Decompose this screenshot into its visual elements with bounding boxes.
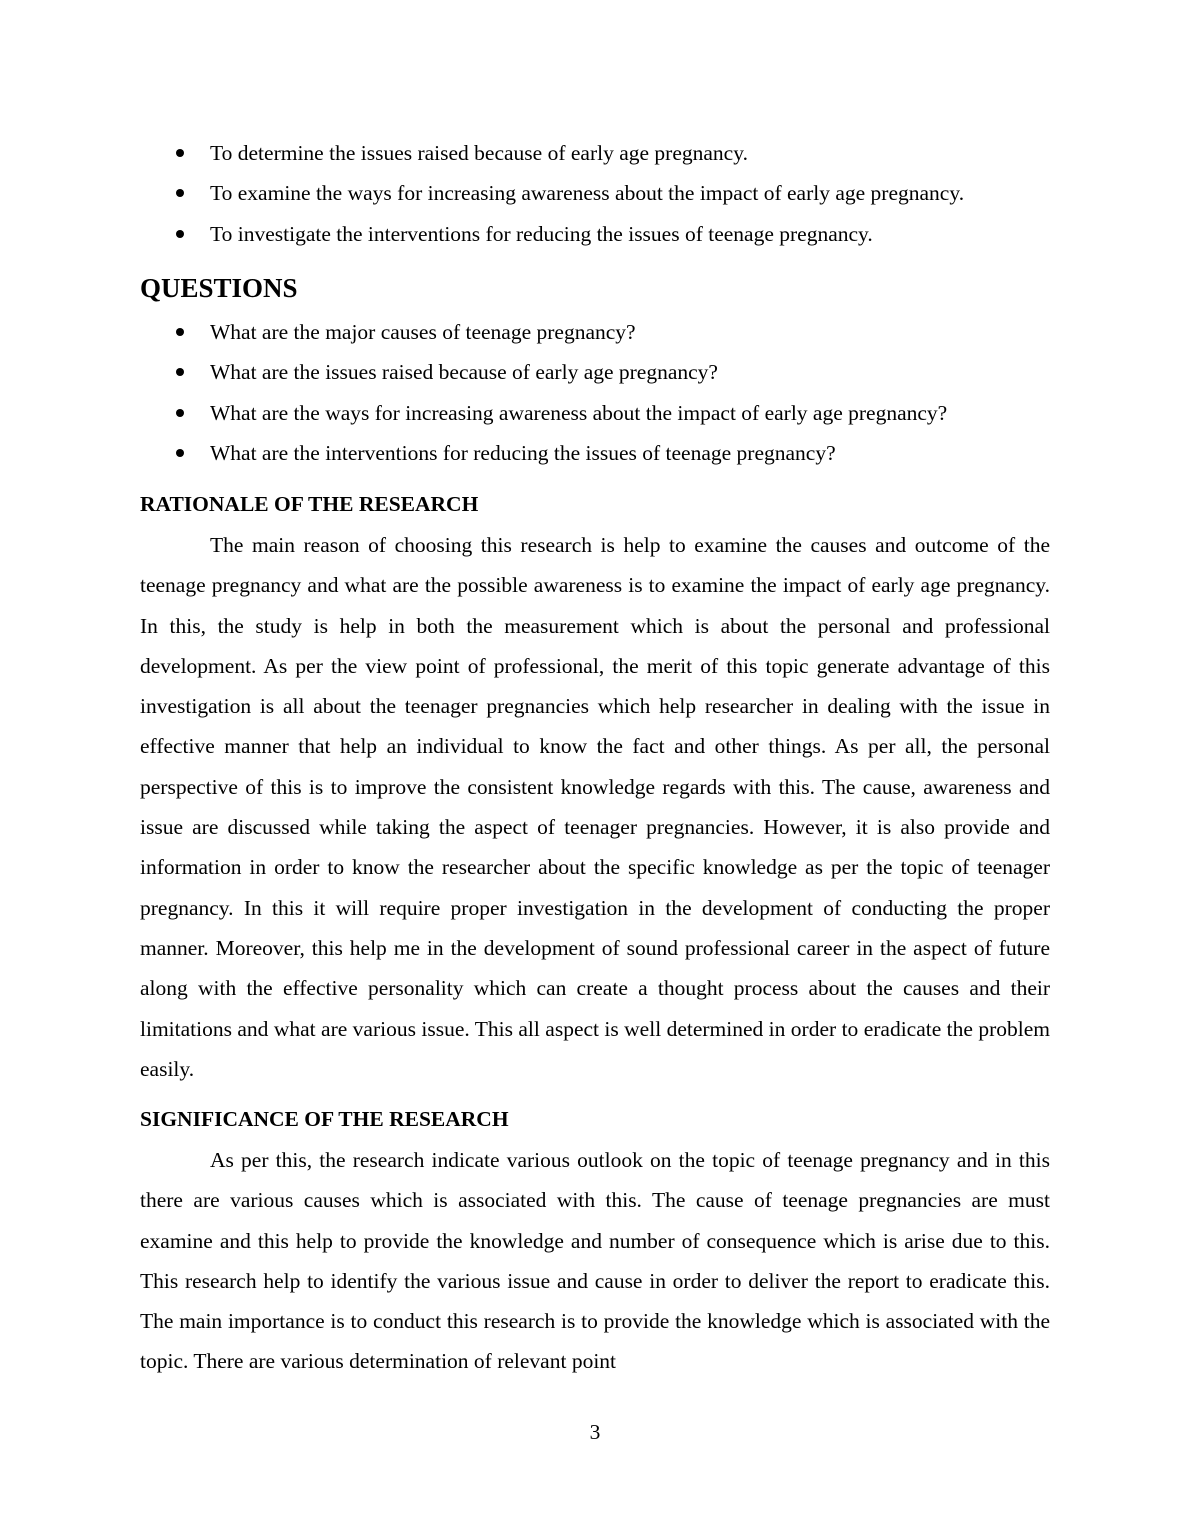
list-item [140, 312, 947, 352]
bullet-icon [176, 409, 184, 417]
questions-list [140, 312, 947, 473]
objective-text: To examine the ways for increasing awareness about the impact of early age pregnancy. [210, 181, 965, 206]
bullet-icon [176, 149, 184, 157]
questions-heading: QUESTIONS [140, 273, 298, 303]
significance-heading: SIGNIFICANCE OF THE RESEARCH [140, 1107, 509, 1131]
objective-text: To investigate the interventions for reducing the issues of teenage pregnancy. [210, 221, 873, 246]
bullet-icon [176, 189, 184, 197]
bullet-icon [176, 328, 184, 336]
rationale-paragraph: The main reason of choosing this research is help to examine the causes and outcome of the teenage pregnancy and what are the possible awareness is to examine the impact of early age pregnancy. In this, the study is help in both the measurement which is about the personal and professional development. As per the view point of professional, the merit of this topic generate advantage of this investigation is all about the teenager pregnancies which help researcher in dealing with the issue in effective manner that help an individual to know the fact and other things. As per all, the personal perspective of this is to improve the consistent knowledge regards with this. The cause, awareness and issue are discussed while taking the aspect of teenager pregnancies. However, it is also provide and information in order to know the researcher about the specific knowledge as per the topic of teenager pregnancy. In this it will require proper investigation in the development of conducting the proper manner. Moreover, this help me in the development of sound professional career in the aspect of future along with the effective personality which can create a thought process about the causes and their limitations and what are various issue. This all aspect is well determined in order to eradicate the problem easily. [140, 533, 1050, 1081]
question-text: What are the major causes of teenage pregnancy? [210, 320, 636, 344]
list-item [140, 214, 964, 254]
bullet-icon [176, 368, 184, 376]
question-text: What are the issues raised because of early age pregnancy? [210, 360, 718, 385]
bullet-icon [176, 230, 184, 238]
bullet-icon [176, 449, 184, 457]
objective-text: To determine the issues raised because of early age pregnancy. [210, 141, 748, 165]
list-item [140, 133, 964, 173]
rationale-heading: RATIONALE OF THE RESEARCH [140, 492, 479, 516]
list-item [140, 173, 964, 213]
question-text: What are the interventions for reducing the issues of teenage pregnancy? [210, 440, 836, 465]
list-item [140, 433, 947, 473]
question-text: What are the ways for increasing awareness about the impact of early age pregnancy? [210, 400, 948, 425]
objectives-list [140, 133, 964, 254]
list-item [140, 352, 947, 392]
page-number: 3 [589, 1420, 601, 1444]
significance-paragraph: As per this, the research indicate various outlook on the topic of teenage pregnancy and in this there are various causes which is associated with this. The cause of teenage pregnancies are must examine and this help to provide the knowledge and number of consequence which is arise due to this. This research help to identify the various issue and cause in order to deliver the report to eradicate this. The main importance is to conduct this research is to provide the knowledge which is associated with the topic. There are various determination of relevant point [140, 1148, 1050, 1374]
list-item [140, 393, 947, 433]
